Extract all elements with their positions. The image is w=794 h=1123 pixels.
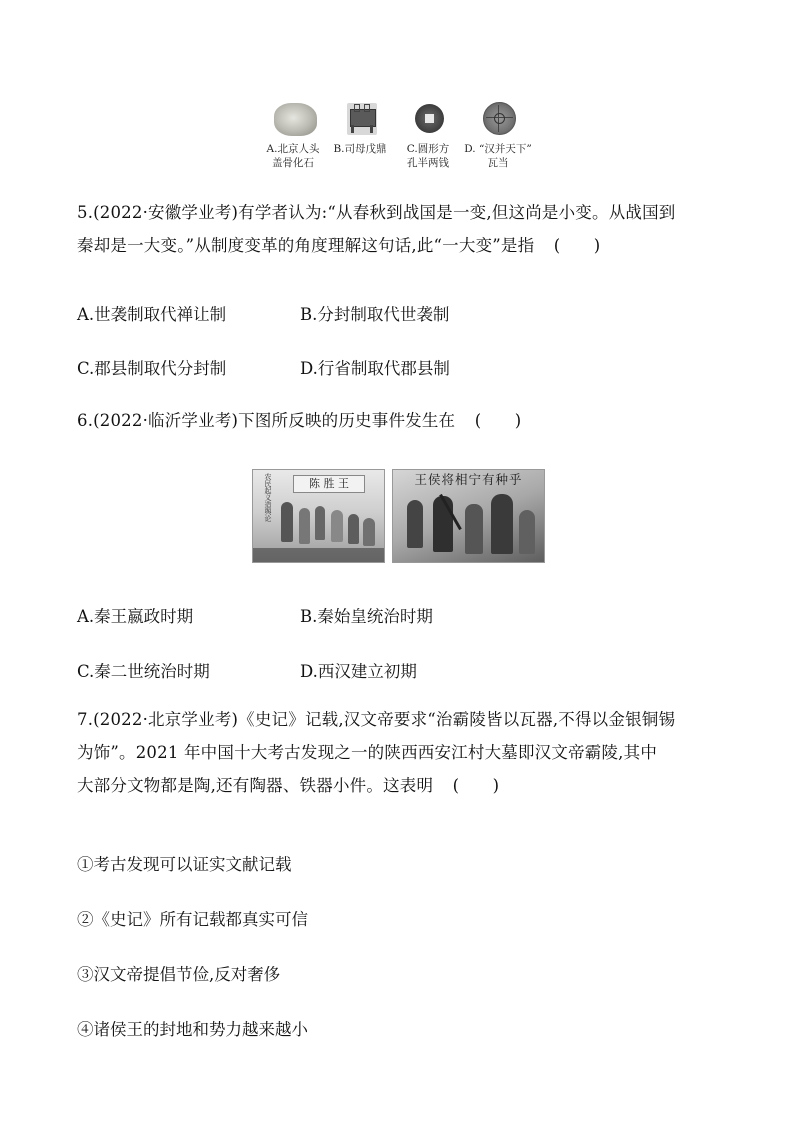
ding-vessel-image: [347, 103, 377, 135]
caption-b-line1: B.司母戊鼎: [333, 143, 387, 155]
q6-option-c: C.秦二世统治时期: [77, 662, 210, 681]
q6-line1: 6.(2022·临沂学业考)下图所反映的历史事件发生在: [77, 411, 456, 430]
q5-line1: 5.(2022·安徽学业考)有学者认为:“从春秋到战国是一变,但这尚是小变。从战国到: [77, 203, 676, 222]
question-7: [77, 703, 737, 802]
q6-left-banner-title: 陈 胜 王: [293, 475, 365, 493]
question-6: [77, 404, 737, 437]
q5-option-b: B.分封制取代世袭制: [300, 305, 450, 324]
q7-line2: 为饰”。2021 年中国十大考古发现之一的陕西西安江村大墓即汉文帝霸陵,其中: [77, 743, 658, 762]
q7-answer-bracket: ( ): [452, 776, 500, 795]
q6-option-b: B.秦始皇统治时期: [300, 607, 433, 626]
question-5: [77, 196, 737, 262]
q5-line2: 秦却是一大变。”从制度变革的角度理解这句话,此“一大变”是指: [77, 236, 535, 255]
caption-c-line1: C.圆形方: [406, 143, 450, 155]
q7-statement-4: ④诸侯王的封地和势力越来越小: [77, 1020, 308, 1039]
q5-answer-bracket: ( ): [553, 236, 601, 255]
banliang-coin-image: [415, 104, 444, 133]
skull-fossil-image: [274, 103, 317, 136]
q6-option-d: D.西汉建立初期: [300, 662, 417, 681]
q7-statement-3: ③汉文帝提倡节俭,反对奢侈: [77, 965, 281, 984]
q6-option-a: A.秦王嬴政时期: [77, 607, 194, 626]
q6-answer-bracket: ( ): [474, 411, 522, 430]
caption-a-line2: 盖骨化石: [272, 157, 314, 169]
q5-option-c: C.郡县制取代分封制: [77, 359, 227, 378]
q7-line1: 7.(2022·北京学业考)《史记》记载,汉文帝要求“治霸陵皆以瓦器,不得以金银铜锡: [77, 710, 676, 729]
q7-statement-2: ②《史记》所有记载都真实可信: [77, 910, 308, 929]
caption-d-line1: D. “汉并天下”: [464, 143, 532, 155]
wadang-tile-image: [483, 102, 516, 135]
q6-left-side-caption: 农民起义造舆论: [264, 473, 272, 522]
caption-d-line2: 瓦当: [487, 157, 509, 169]
q6-right-slogan: 王侯将相宁有种乎: [414, 472, 523, 487]
q6-illustration-left: [252, 469, 385, 563]
q6-illustration-right: [392, 469, 545, 563]
caption-a-line1: A.北京人头: [266, 143, 320, 155]
q5-option-d: D.行省制取代郡县制: [300, 359, 450, 378]
q5-option-a: A.世袭制取代禅让制: [77, 305, 227, 324]
q7-line3: 大部分文物都是陶,还有陶器、铁器小件。这表明: [77, 776, 434, 795]
caption-c-line2: 孔半两钱: [407, 157, 449, 169]
q7-statement-1: ①考古发现可以证实文献记载: [77, 855, 292, 874]
